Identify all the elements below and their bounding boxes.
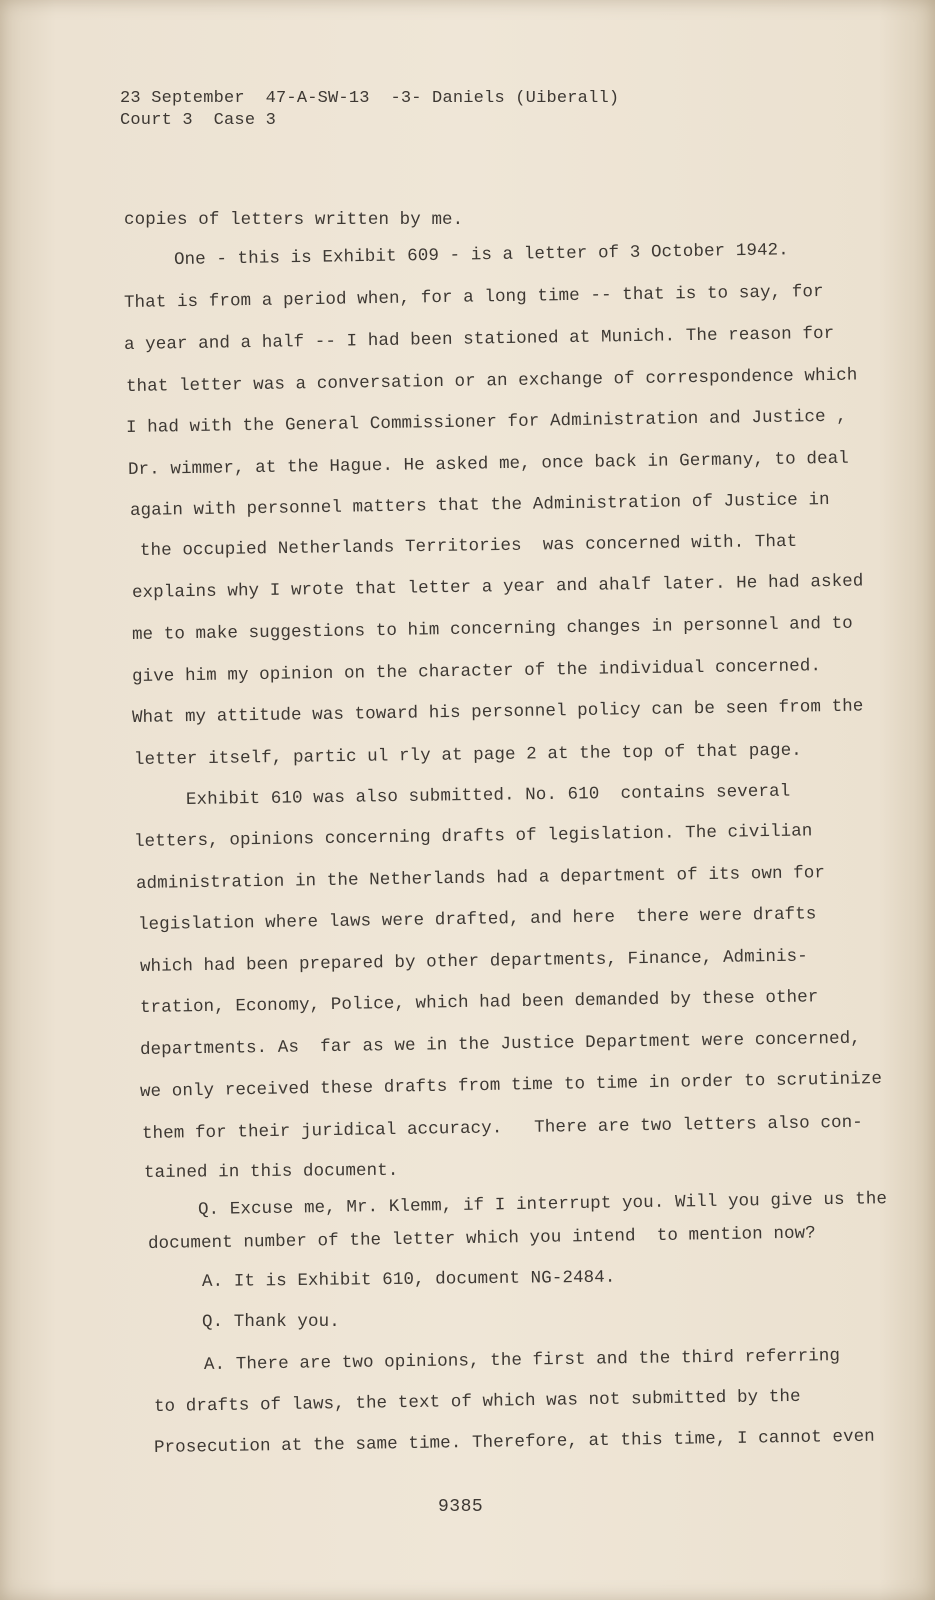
body-line: copies of letters written by me. [124, 210, 464, 230]
body-line: Q. Excuse me, Mr. Klemm, if I interrupt you. Will you give us the [197, 1189, 888, 1220]
document-header [120, 88, 619, 132]
body-line: explains why I wrote that letter a year and ahalf later. He had asked [131, 571, 864, 603]
body-line: Q. Thank you. [202, 1312, 340, 1332]
body-line: legislation where laws were drafted, and here there were drafts [137, 904, 817, 935]
body-line: we only received these drafts from time to time in order to scrutinize [139, 1069, 883, 1102]
body-line: to drafts of laws, the text of which was not submitted by the [153, 1386, 801, 1417]
body-line: departments. As far as we in the Justice Department were concerned, [139, 1028, 861, 1060]
body-line: document number of the letter which you intend to mention now? [147, 1223, 816, 1254]
body-line: again with personnel matters that the Administration of Justice in [129, 490, 830, 521]
body-line: tained in this document. [143, 1160, 399, 1183]
body-line: administration in the Netherlands had a department of its own for [135, 863, 826, 894]
body-line: give him my opinion on the character of the individual concerned. [131, 656, 822, 687]
header-case-line: 23 September 47-A-SW-13 -3- Daniels (Uiberall) [120, 89, 620, 108]
page-number: 9385 [438, 1497, 484, 1517]
body-line: That is from a period when, for a long time -- that is to say, for [123, 282, 824, 313]
body-line: Exhibit 610 was also submitted. No. 610 contains several [185, 781, 791, 810]
body-line: that letter was a conversation or an exchange of correspondence which [125, 365, 858, 397]
body-line: me to make suggestions to him concerning changes in personnel and to [131, 613, 853, 645]
body-line: Dr. wimmer, at the Hague. He asked me, once back in Germany, to deal [127, 448, 849, 480]
body-line: a year and a half -- I had been stationed at Munich. The reason for [123, 323, 835, 355]
body-line: tration, Economy, Police, which had been demanded by these other [139, 987, 819, 1018]
body-line: which had been prepared by other departments, Finance, Adminis- [139, 946, 808, 977]
body-line: letter itself, partic ul rly at page 2 at the top of that page. [133, 740, 802, 770]
body-line: the occupied Netherlands Territories was concerned with. That [139, 531, 798, 561]
body-line: them for their juridical accuracy. There are two letters also con- [141, 1112, 863, 1144]
body-line: I had with the General Commissioner for Administration and Justice , [125, 406, 847, 438]
body-line: letters, opinions concerning drafts of legislation. The civilian [133, 821, 813, 852]
body-line: A. It is Exhibit 610, document NG-2484. [201, 1267, 616, 1292]
body-line: A. There are two opinions, the first and the third referring [203, 1346, 841, 1375]
body-line: What my attitude was toward his personnel policy can be seen from the [131, 696, 864, 728]
body-line: Prosecution at the same time. Therefore, at this time, I cannot even [153, 1426, 875, 1458]
body-line: One - this is Exhibit 609 - is a letter of 3 October 1942. [173, 240, 789, 270]
header-court-line: Court 3 Case 3 [120, 111, 277, 130]
